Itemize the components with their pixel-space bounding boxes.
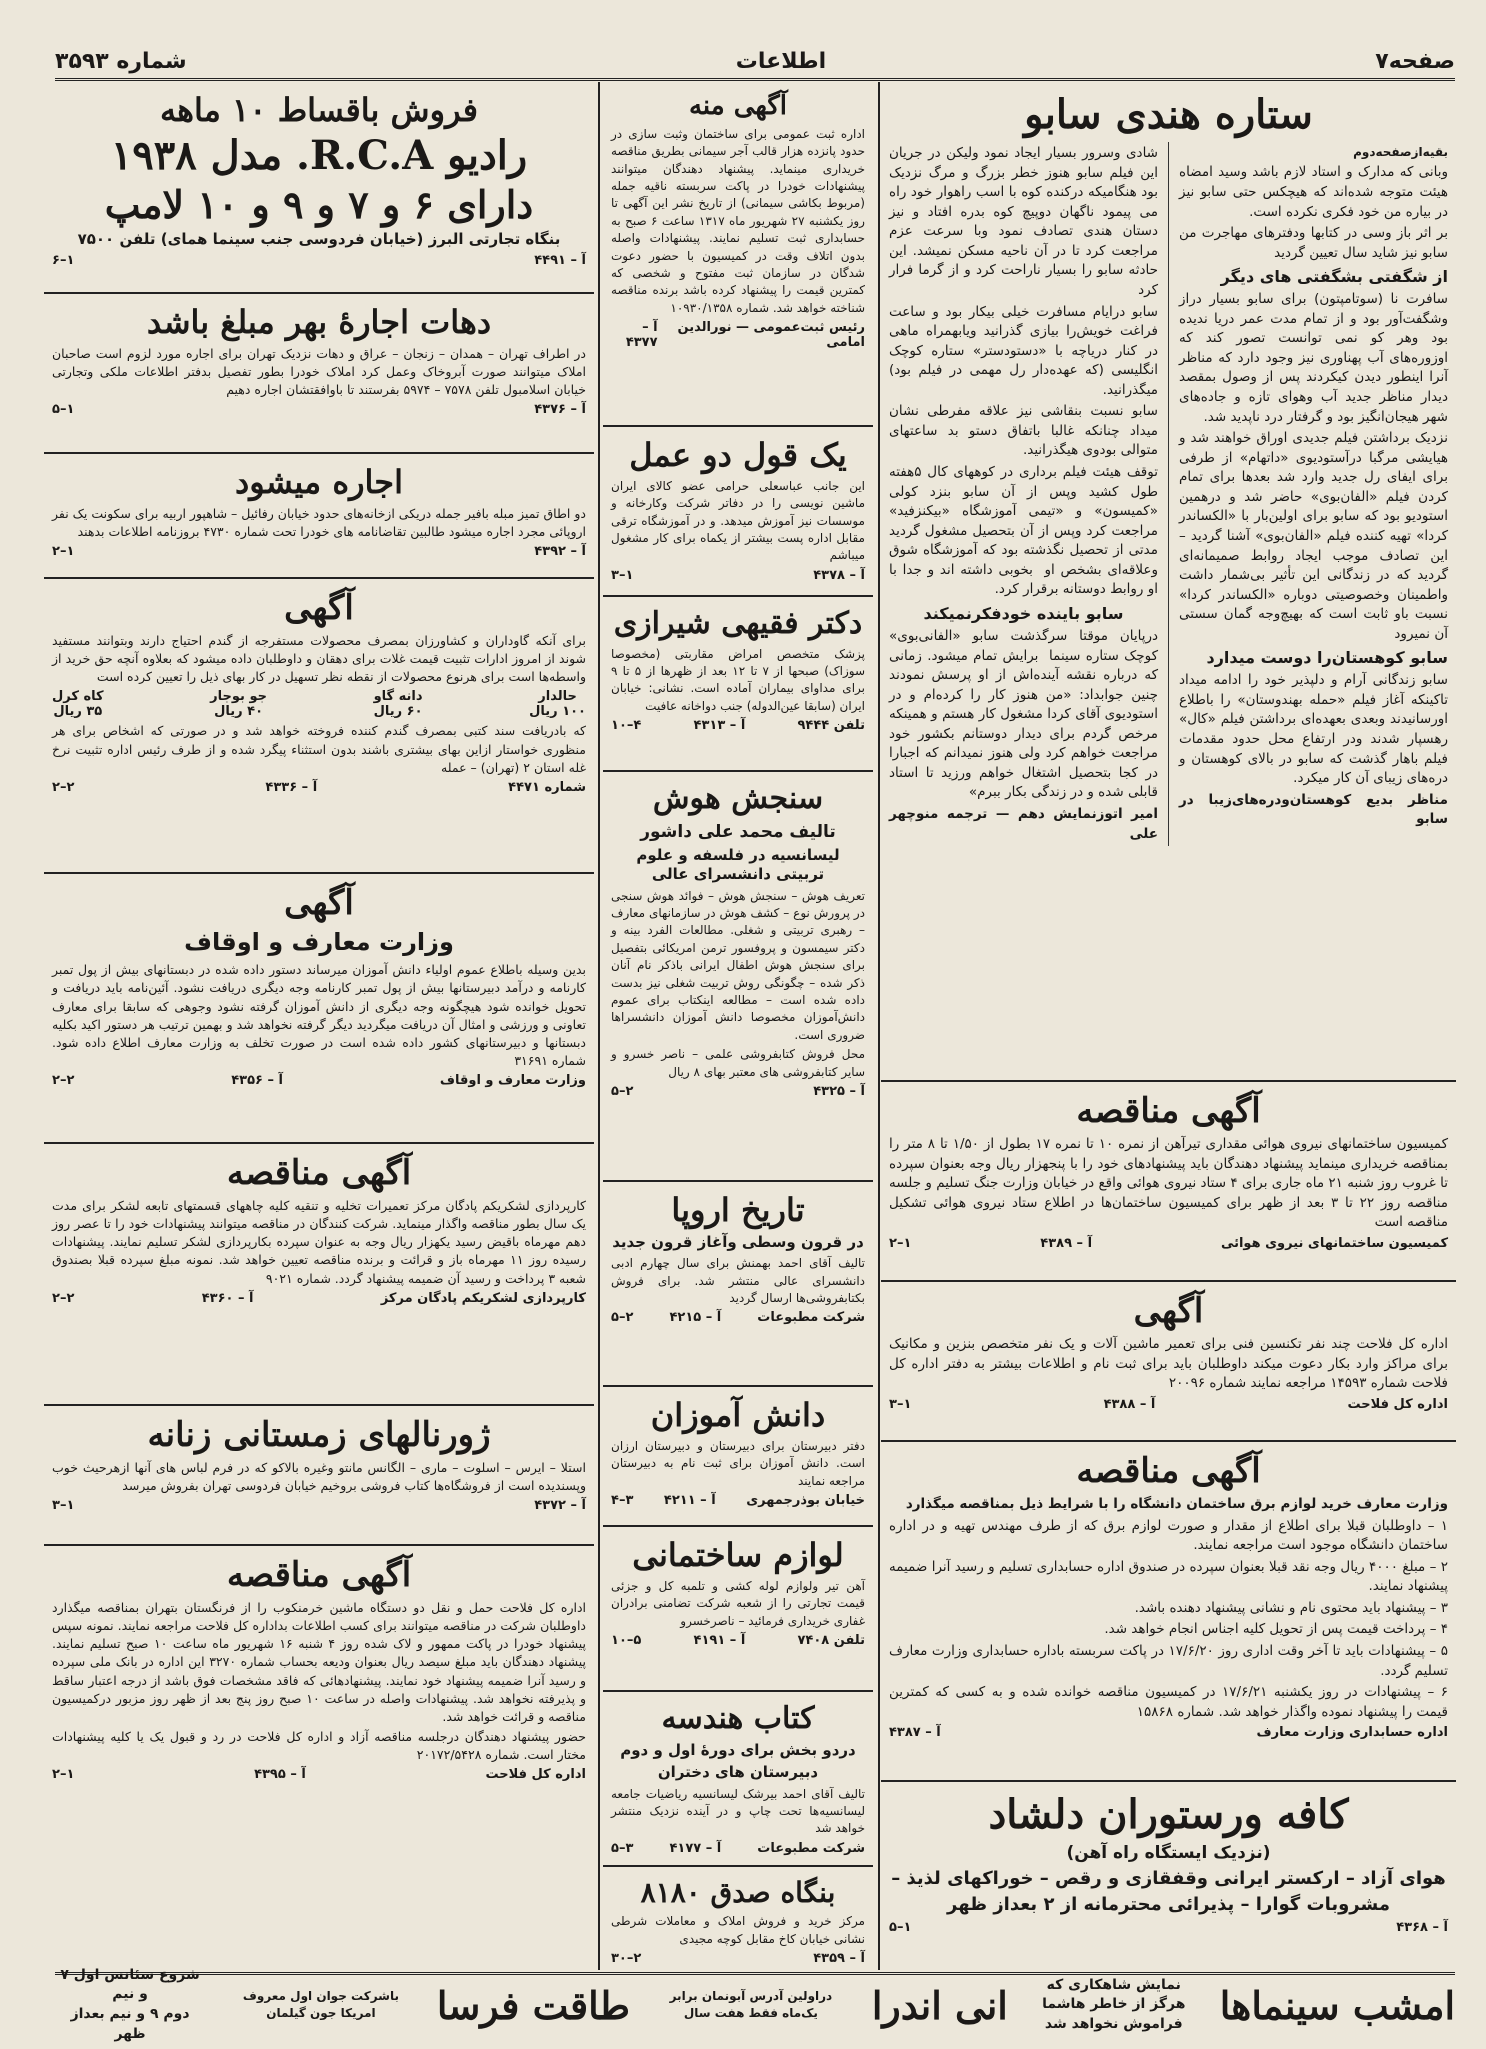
ad-signature: کارپردازی لشکریکم پادگان مرکز	[380, 1290, 586, 1306]
ad-title: دهات اجاره‌ٔ بهر مبلغ باشد	[146, 303, 492, 341]
ad-footer	[52, 253, 586, 268]
price-item	[374, 689, 423, 719]
paragraph: سابو زندگانی آرام و‌ دلپذیر خود را ادامه میداد تاکینکه آغاز فیلم «حمله بهندوستان» را باطلاع اورسانیدند وبعدی بعهده‌ای برداشتن فیلم «کال» رهسپار شدند ودر ارتفاع محل حدود مقدمات فیلم باهار گذشت که سابو در بالای کوهستان و‌ دره‌های زیبای آن کار میکرد.	[1179, 672, 1448, 787]
ad-title: آگهی	[284, 883, 354, 923]
ad-run-number: ۱–۶	[52, 252, 75, 268]
subheading: سابو کوهستان‌را دوست میدارد	[1206, 648, 1448, 668]
ad-title: آگهی مناقصه	[1076, 1451, 1261, 1491]
paragraph: سابو نسبت بنقاشی نیز علاقه مفرطی نشان میداد چنانکه غالبا باتفاق دستو‌ بد ساعتهای متوالی بودوی هیگذرانید.	[889, 403, 1158, 459]
ad-title: سنجش هوش	[652, 781, 824, 816]
ad-footer	[611, 1841, 865, 1856]
ad-subtitle: وزارت معارف و اوقاف	[184, 928, 454, 957]
price-item	[52, 689, 104, 719]
ad-fashion-magazines	[44, 1406, 594, 1546]
ad-book-europe	[603, 1182, 873, 1387]
film-title: انی اندرا	[871, 1982, 1008, 2028]
ad-code: آ – ۴۴۹۱	[534, 252, 586, 268]
ad-footer	[52, 780, 586, 795]
ad-real-estate	[603, 1867, 873, 1967]
ad-line: هوای آزاد – ارکستر ایرانی وقفقازی و رقص – خوراکهای لذیذ –	[891, 1868, 1446, 1890]
page-number: صفحه۷	[1375, 48, 1455, 74]
price-label: دانه گاو	[373, 689, 423, 705]
ad-address: بنگاه تجارتی البرز (خیابان فردوسی جنب سینما همای) تلفن ۷۵۰۰	[77, 230, 561, 249]
film-note: باشرکت جوان اول معروف امریکا جون گیلمان	[242, 1989, 399, 2020]
ad-code: آ – ۴۱۹۱	[693, 1632, 746, 1648]
ad-title: آگهی مناقصه	[226, 1555, 412, 1595]
paragraph: درپایان موقتا سرگذشت سابو «الفانی‌بوی» کوچک ستاره سینما ‌ برایش‌ تمام میشود. زمانی که درباره نقشه آینده‌اش از او پرسش نمودند چنین جوابداد: «من هنوز کار را کرده‌ام و در استودیوی آقای کردا مشغول کار هستم و همینکه مرخص گردم برای دیدار دوستانم بکشور خود مراجعت خواهم کرد ولی هنوز نمیدانم که اجبارا در کجا بتحصیل اشتغال خواهم ورزید تا استاد قابلی شده و‌ در زندگی بکار ببرم»	[889, 627, 1158, 801]
price-label: جو بوجار	[210, 689, 267, 705]
film-note: دراولین آدرس آبونمان برابر یک‌ماه فقط‌ هفت سال	[669, 1989, 833, 2020]
ad-body: این جانب عباسعلی حرامی‌ عضو کالای ایران ماشین نویسی را در دفاتر شرکت وکارخانه و موسسات نیز آموزش میدهد. و در آموزشگاه ترقی‌ مقابل اداره پست بیشتر از یکماه برای کار مشغول میباشم	[611, 478, 865, 563]
ad-footer	[611, 718, 865, 733]
ad-body: اداره کل فلاحت چند نفر تکنسین فنی برای تعمیر ماشین آلات و یک نفر متخصص بنزین و‌ مکانیک برای مراکز وارد بکار دعوت میکند داوطلبان باید برای ثبت نام و اطلاعات بیشتر به دفتر اداره کل فلاحت شماره ۱۴۵۹۳ مراجعه نمایند شماره ۲۰۰۹۶	[889, 1336, 1448, 1392]
ad-body: تالیف آقای احمد بیرشک لیسانسیه ریاضیات جامعه لیسانسیه‌ها تحت چاپ و در آینده نزدیک منتشر خواهد شد	[611, 1786, 865, 1836]
ad-book-geometry	[603, 1692, 873, 1867]
ad-signature: رئیس ثبت‌عمومی — نورالدین امامی	[677, 320, 865, 351]
ad-body: برای آنکه گاوداران و کشاورزان بمصرف محصولات مستفرجه از گندم احتیاج دارند وبتوانند مستفید شوند از امروز ادارات تثبیت قیمت غلات برای دهقان و داوطلبان داده میشود که بعلاوه آنچه حق خرید از واسطه‌ها است برای هرنوع محصولات از نقطه نظر تسهیل در کار بهای ذیل را تعیین کرده است	[52, 633, 586, 685]
price-label: کاه کرل	[52, 689, 104, 705]
ad-item: ۴ – پرداخت قیمت پس از تحویل کلیه اجناس انجام خواهد شد.	[1104, 1621, 1448, 1638]
ad-code: آ – ۴۳۸۷	[889, 1725, 941, 1741]
ad-reference: شماره ۴۴۷۱	[508, 779, 586, 795]
ad-title: آگهی	[284, 588, 354, 628]
price-table	[52, 689, 586, 719]
ad-tender-harvester	[44, 1546, 594, 1866]
ad-body: کارپردازی لشکریکم پادگان مرکز تعمیرات تخلیه و‌ تنقیه کلیه چاههای قسمتهای تابعه لشکر برای مدت یک سال بطور مناقصه واگذار مینماید. شرکت کنندگان در مناقصه میتوانند پیشنهادات خود را تا عصر روز دهم مهرماه باقیض رسید یکهزار ریال وجه به عنوان سپرده بکارپردازی لشکر تسلیم نمایند. پیشنهادات رسیده روز ۱۱ مهرماه باز و قرائت و برنده مناقصه تعیین خواهد شد. نمونه مبلغ سپرده قبلا بصندوق شعبه ۳ پرداخت و‌ رسید آن ضمیمه پیشنهاد گردد. شماره ۹۰۲۱	[52, 1198, 586, 1286]
ad-body: محل فروش کتابفروشی علمی – ناصر خسرو و سایر کتابفروشی های معتبر بهای ۸ ریال	[611, 1047, 865, 1079]
paragraph: سافرت نا (سوتامپتون) برای سابو بسیار دراز وشگفت‌آور بود‌ و از تمام مدت عمر دریا ندیده بود وهر کو نمی توانست تصور کند که اوزوره‌های آب پهناوری نیز وجود دارد که مناظر آنرا اینطور دیدن کیکردند پس از وصول بمقصد دیدار مناظر جدید آب‌ و‌هوای تازه و جاده‌های شهر هیجان‌انگیز بود و گرفتار درد ناپدید شد.	[1179, 291, 1448, 425]
ad-students	[603, 1387, 873, 1527]
ad-registry	[603, 82, 873, 427]
ad-signature: کمیسیون ساختمانهای نیروی هوائی	[1220, 1235, 1448, 1251]
article-signature: امیر‌ اتوزنمایش‌ دهم — ترجمه منوچهر علی	[889, 806, 1158, 842]
ad-grain-prices	[44, 579, 594, 874]
ad-body: مرکز خرید و فروش املاک و معاملات شرطی نشانی خیابان کاخ مقابل کوچه مجیدی	[611, 1914, 865, 1946]
ad-tender-education	[881, 1442, 1456, 1782]
article-sabu	[881, 82, 1456, 1082]
price-value: ۶۰ ریال	[373, 704, 423, 720]
ad-code: آ – ۴۳۷۶	[534, 402, 586, 418]
ad-run-number: ۱–۵	[52, 402, 75, 418]
ad-title: دکتر فقیهی شیرازی	[613, 606, 863, 641]
ad-item: ۳ – پیشنهاد باید محتوی نام‌ و نشانی پیشنهاد دهنده باشد.	[1134, 1599, 1448, 1616]
cinema-banner	[55, 1966, 1455, 2042]
ad-body: پزشک متخصص امراض مقاربتی (مخصوصا سوزاک) صبحها از ۷ تا ۱۲ بعد از ظهرها از ۵ تا ۹ برای مداوای بیماران آماده است. نشانی: خیابان ایران (سابقا عین‌الدوله) جنب دواخانه عافیت	[611, 646, 866, 713]
ad-run-number: ۳–۴	[611, 1492, 634, 1508]
ad-title: کتاب هندسه	[661, 1701, 815, 1736]
ad-title: فروش باقساط ۱۰ ماهه	[159, 91, 479, 129]
ad-code: آ – ۴۳۵۹	[813, 1950, 865, 1966]
ad-title: بنگاه صدق ۸۱۸۰	[640, 1876, 836, 1909]
ad-body: که بادریافت سند کتبی بمصرف گندم کننده فروخته خواهد شد و در صورتی که اشخاص برای هر منظوری خواستار ازاین بهای بیشتری باشند بدون استثناء پیگرد شده و‌ از طرف رئیس اداره تثبیت نرخ غله استان ۲ (تهران) – عمله	[52, 723, 586, 775]
continued-note: بقیه‌ازصفحه‌دوم	[1353, 145, 1448, 159]
ad-body: دو اطاق تمیز مبله بافیر جمله دریکی ازخانه‌های حدود خیابان رفائیل – شاهپور اربیه برای سکونت یک نفر اروپائی مجرد اجاره میشود طالبین تقاضانامه های خودرا تحت شماره ۴۷۳۰ بروزنامه اطلاعات بدهند	[52, 505, 586, 539]
ad-run-number: ۳–۵	[611, 1840, 634, 1856]
ad-run-number: ۲–۲	[52, 779, 75, 795]
ad-subtitle: دبیرستان های دختران	[657, 1763, 819, 1781]
ad-radio-rca	[44, 82, 594, 294]
article-col-a	[1179, 142, 1448, 846]
ad-footer	[889, 1236, 1448, 1251]
ad-code: آ – ۴۳۸۹	[1040, 1235, 1093, 1251]
ad-body: در اطراف تهران – همدان – زنجان – عراق و دهات نزدیک تهران برای اجاره مورد لزوم است صاحبان املاک میتوانند صورت آبروخاک وعمل کرد املاک خودرا بطور تفصیل بدفتر اطلاعات ملکی وتجارتی خیابان اسلامبول تلفن ۷۵۷۸ – ۵۹۷۴ بفرستند تا باوافقتشان اجاره دهیم	[52, 345, 586, 398]
column-divider	[598, 82, 600, 1970]
ad-footer	[611, 1310, 865, 1325]
ad-item: ۵ – پیشنهادات باید تا آخر وقت اداری روز ۱۷/۶/۲۰ در پاکت سربسته باداره حسابداری وزارت معارف تسلیم گردد.	[889, 1643, 1448, 1679]
paragraph: توقف هیئت فیلم برداری در کوههای کال ۵هفته طول کشید وپس از آن سابو بنزد کولی «کمیسون» و «تیمی آموزشگاه «بیکنزفید» مراجعت کرد وپس از آن بتحصیل مشغول گردید مدتی از تحصیل نگذشته بود که آموزشگاه شوق و‌علاقه‌ای بشخص او ‌ بخوبی داشته اند‌ و جدا با او روابط دوستانه برقرار کرد.	[889, 464, 1158, 598]
ad-title: دانش آموزان	[650, 1396, 826, 1434]
price-item	[210, 689, 267, 719]
ad-run-number: ۲–۲	[52, 1290, 75, 1306]
ad-run-number: ۴–۱۰	[611, 718, 642, 734]
middle-column	[603, 82, 873, 1967]
ad-footer	[611, 1633, 865, 1648]
ad-code: آ – ۴۳۹۵	[254, 1767, 306, 1783]
ad-villages-lease	[44, 294, 594, 454]
ad-footer	[611, 320, 865, 350]
ad-title: کافه ورستوران دلشاد	[988, 1791, 1349, 1838]
subheading: سابو باینده خودفکرنمیکند	[923, 603, 1124, 623]
ad-footer	[52, 1767, 586, 1782]
ad-subtitle: لیسانسیه در فلسفه و علوم تربیتی دانشسرای عالی	[636, 845, 840, 884]
ad-code: آ – ۴۲۱۱	[663, 1492, 716, 1508]
ad-signature: اداره کل فلاحت	[1347, 1396, 1448, 1412]
ad-signature: اداره حسابداری وزارت معارف	[1256, 1725, 1448, 1741]
ad-title: تاریخ اروپا	[671, 1191, 805, 1229]
paragraph: شادی وسرور بسیار ایجاد نمود ولیکن در جریان این فیلم سابو هنوز خطر بزرگ‌ و مرگ نزدیک بود هنگامیکه درکنده کوه با اسب راهوار خود راه می پیمود ناگهان دوپیچ کوه بدره افتاد‌ و نیز دستان هندی تصادف نمود وبا سرعت عزم مراجعت کرد تا در آن ناحیه مسکن نمیشد. این حادثه سابو را بسیار ناراحت کرد و از گرما فرار کرد	[889, 145, 1158, 298]
ad-run-number: ۱–۵	[889, 1919, 912, 1935]
ad-subtitle: (نزدیک ایستگاه راه آهن)	[1066, 1843, 1271, 1863]
ad-footer	[52, 1073, 586, 1088]
ad-title: اجاره میشود	[235, 463, 403, 501]
ad-footer	[889, 1920, 1448, 1935]
ad-footer	[52, 402, 586, 417]
ad-tender-army	[44, 1144, 594, 1406]
right-column	[881, 82, 1456, 1962]
film-title: طاقت فرسا	[436, 1982, 630, 2028]
ad-title: آگهی مناقصه	[1076, 1091, 1261, 1131]
ad-run-number: ۲–۵	[611, 1310, 634, 1326]
ad-run-number: ۱–۳	[52, 1498, 75, 1514]
ad-footer	[611, 1951, 865, 1966]
ad-phone: تلفن ۹۴۴۴	[797, 718, 865, 734]
ad-code: آ – ۴۱۷۷	[669, 1840, 722, 1856]
ad-code: آ – ۴۳۶۰	[201, 1290, 254, 1306]
paragraph: وبانی که مدارک و استاد لازم باشد وسید امضاه هیئت متوجه شده‌اند که هیچکس حتی سابو نیز در بیاره من خود فکری نکرده است.	[1179, 164, 1448, 220]
ad-title: آگهی منه	[688, 91, 788, 121]
price-value: ۳۵ ریال	[53, 704, 103, 720]
ad-title: یک قول دو عمل	[629, 436, 847, 474]
ad-run-number: ۲–۲	[52, 1073, 75, 1089]
issue-number: شماره ۳۵۹۳	[55, 48, 187, 74]
ad-phone: تلفن ۷۴۰۸	[797, 1632, 865, 1648]
price-item	[529, 689, 586, 719]
ad-title: آگهی مناقصه	[226, 1153, 412, 1193]
ad-code: آ – ۴۳۵۶	[231, 1073, 284, 1089]
ad-run-number: ۱–۲	[52, 544, 75, 560]
ad-code: آ – ۴۳۳۶	[265, 779, 318, 795]
showtimes	[55, 1966, 205, 2044]
price-value: ۱۰۰ ریال	[529, 704, 586, 720]
ad-code: آ – ۴۳۷۸	[813, 567, 865, 583]
ad-book-intelligence	[603, 772, 873, 1182]
page-header	[55, 44, 1455, 81]
ad-item: ۲ – مبلغ ۴۰۰۰ ریال وجه نقد قبلا بعنوان سپرده در صندوق اداره حسابداری تسلیم و‌ رسید آنرا ضمیمه پیشنهاد نمایند.	[889, 1558, 1448, 1595]
price-value: ۴۰ ریال	[214, 704, 264, 720]
ad-intro: وزارت معارف خرید لوازم برق ساختمان دانشگاه را با شرایط ذیل بمناقصه میگذارد	[905, 1496, 1448, 1513]
ad-title: رادیو R.C.A. مدل ۱۹۳۸	[110, 131, 528, 179]
ad-title: لوازم ساختمانی	[632, 1536, 844, 1574]
paragraph: بر اثر باز وسی در کتابها ودفترهای مهاجرت من سابو نیز شاید سال تعیین گردید	[1179, 225, 1448, 261]
ad-doctor	[603, 597, 873, 772]
ad-body: اداره ثبت عمومی برای ساختمان وثبت سازی در حدود پانزده هزار قالب آجر سیمانی بطریق مناقصه خریداری مینماید. پیشنهاد دهندگان میتوانند پیشنهادات خودرا در پاکت سربسته ناقیه جمله (مربوط بکاشی سیمانی) از تاریخ نشر این آگهی تا روز یکشنبه ۲۷ شهریور ماه ۱۳۱۷ ساعت ۶ صبح به حسابداری ثبت تسلیم نمایند. پیشنهادات واصله بدون اتلاف وقت در کمیسیون با حضور دعوت شدگان در سازمان ثبت مفتوح و شخصی که کمترین قیمت را پیشنهاد کرده باشد برنده مناقصه شناخته خواهد شد. شماره ۱۰۹۳۰/۱۳۵۸	[611, 126, 865, 315]
ad-signature: وزارت معارف و اوقاف	[439, 1073, 586, 1089]
ad-footer	[611, 568, 865, 583]
banner-title: امشب سینماها	[1219, 1982, 1455, 2028]
ad-run-number: ۲–۵	[611, 1083, 634, 1099]
ad-footer	[52, 544, 586, 559]
ad-cafe-delshad	[881, 1782, 1456, 1962]
ad-footer	[889, 1397, 1448, 1412]
showtime: شروع سئانس اول ۷ و نیم	[60, 1966, 200, 2003]
ad-signature: شرکت مطبوعات	[757, 1840, 865, 1856]
ad-body: دفتر دبیرستان برای دبیرستان و دبیرستان ارزان است. دانش آموزان برای ثبت نام به دبیرستان مراجعه نمایند	[611, 1438, 865, 1488]
ad-run-number: ۵–۱۰	[611, 1632, 642, 1648]
ad-title: ژورنالهای زمستانی زنانه	[147, 1415, 491, 1455]
ad-line: مشروبات گوارا – پذیرائی محترمانه از ۲ بعداز ظهر	[947, 1894, 1390, 1916]
ad-footer	[52, 1291, 586, 1306]
subheading: از شگفتی بشگفتی های دیگر	[1220, 267, 1448, 287]
ad-body: حضور پیشنهاد دهندگان درجلسه مناقصه آزاد و‌ اداره کل فلاحت در رد و قبول یک یا کلیه پیشنهادات مختار است. شماره ۲۰۱۷۲/۵۴۲۸	[52, 1728, 586, 1763]
ad-signature: شرکت مطبوعات	[757, 1310, 865, 1326]
ad-run-number: ۱–۳	[611, 567, 634, 583]
ad-building-supplies	[603, 1527, 873, 1692]
ad-body: اداره کل فلاحت حمل و‌ نقل دو دستگاه ماشین خرمنکوب را از فرنگستان بتهران بمناقصه میگذارد داوطلبان شرکت در مناقصه میتوانند برای کسب اطلاعات بداداره کل فلاحت مراجعه نمایند. نمونه سپس پیشنهاد خودرا در پاکت ممهور و لاک شده روز ۴ شنبه ۱۶ شهریور ماه ساعت ۱۰ صبح تسلیم نمایند. پیشنهاد دهندگان باید مبلغ سیصد ریال بعنوان ودیعه بحساب شماره ۳۲۷۰ این اداره در بانک ملی سپرده و‌ رسید آنرا ضمیمه پیشنهاد خود نمایند. پیشنهادهائی که فاقد مشخصات فوق باشد از درجه اعتبار ساقط و‌ پذیرفته نخواهد شد. پیشنهادات واصله در ساعت ۱۰ صبح روز پنج بعد از ظهر روز مزبور درکمیسیون مناقصه و‌ قرائت خواهد شد.	[52, 1600, 586, 1724]
column-divider	[878, 82, 880, 1970]
ad-body: تالیف آقای احمد بهمنش برای سال چهارم ادبی دانشسرای عالی منتشر شد. برای فروش بکتابفروشی‌ها ارسال گردید	[611, 1256, 865, 1306]
ad-body: بدین وسیله باطلاع عموم اولیاء دانش آموزان میرساند دستور داده شده در دبستانهای بیش از پول تمبر کارنامه و درآمد دبیرستانها بیش از پول تمبر کارنامه وجه دیگری دریافت نشود. آئین‌نامه باید دریافت و تحویل خوانده شود هیچگونه وجه دیگری از دانش آموزان گرفته نشود وجوهی که سابقا برای معارف تعاونی و ورزشی و امثال آن دریافت میگردید دیگر گرفته نخواهد شد و بهمین ترتیب هر دستور اکید بکلیه دبستانها و‌ دبیرستانهای کشور داده شده است در صورت تخلف به وزارت معارف اطلاع داده شود. شماره ۳۱۶۹۱	[52, 962, 586, 1068]
paragraph: نزدیک برداشتن فیلم جدیدی اوراق خواهند شد و هیایشی مرگبا درآستودیوی «داتهام» از طرفی برای ایفای رل جدید وارد شد بعدها برای تمام کردن فیلم «الفان‌بوی» حاضر شد و درهمین استودیو بود که سابو برای اولین‌بار با «الکساندر کردا» تهیه کننده فیلم «الفان‌بوی» آشنا گردید – این تصادف موجب ایجاد روابط صمیمانه‌ای گردید که در زندگانی این تأثیر بی‌شمار داشت واطمینان وخصوصیتی دوباره «الکساندر کردا» نسبت باو‌ ثابت است که بهیچ‌وجه گمان سستی آن نمیرود	[1179, 430, 1448, 642]
ad-footer	[52, 1498, 586, 1513]
divider	[1168, 142, 1169, 846]
ad-run-number: ۱–۲	[52, 1767, 75, 1783]
ad-code: آ – ۴۳۹۲	[534, 544, 586, 560]
ad-code: آ – ۴۳۱۳	[693, 718, 746, 734]
ad-footer	[889, 1725, 1448, 1740]
ad-code: آ – ۴۳۲۵	[813, 1083, 865, 1099]
ad-body: کمیسیون ساختمانهای نیروی هوائی مقداری تیرآهن از نمره ۱۰ تا نمره ۱۷ بطول از ۱/۵۰ تا ۸ متر را بمناقصه خریداری مینماید پیشنهاد دهندگان باید پیشنهادهای خود را با پنجهزار ریال وجه بعنوان سپرده تا غروب روز شنبه ۲۱ ماه جاری برای ۴ ستاد نیروی هوائی واقع در خیابان وزارت جنگ تسلیم و‌ جلسه مناقصه روز ۲۲ تا ۳ بعد از ظهر برای کمیسیون ساختمان‌ها در اطلاع ستاد نیروی هوائی تشکیل مناقصه است	[889, 1136, 1448, 1231]
ad-code: آ – ۴۳۷۷	[625, 320, 658, 351]
ad-signature: خیابان بوذرجمهری	[746, 1492, 865, 1508]
article-title: ستاره هندی سابو	[1024, 91, 1313, 138]
newspaper-name: اطلاعات	[735, 48, 827, 74]
ad-subtitle: تالیف محمد علی داشور	[640, 821, 836, 842]
ad-tender-airforce	[881, 1082, 1456, 1282]
ad-body: تعریف هوش – سنجش هوش – فوائد هوش سنجی در پرورش نوع – کشف هوش در سازمانهای معارف – رهبری تربیتی و شغلی. مطالعات الفرد بینه و‌ دکتر سیمسون و پروفسور ترمن امریکائی بتفصیل برای سنجش هوش اطفال ایرانی باذکر نام آنان ذکر شده – چگونگی روش تربیت شغلی نیز بدست داده شده است – مطالعه اینکتاب برای عموم دانش‌آموزان مخصوصا دانش آموزان دانشسراها ضروری است.	[611, 888, 865, 1042]
ad-code: آ – ۴۲۱۵	[669, 1310, 722, 1326]
banner-note: نمایش شاهکاری که هرگز از خاطر هاشما فراموش نخواهد شد	[1042, 1976, 1186, 2032]
article-col-b	[889, 142, 1158, 846]
price-label: حالدار	[538, 689, 577, 705]
ad-run-number: ۱–۲	[889, 1235, 912, 1251]
ad-typing	[603, 427, 873, 597]
ad-item: ۶ – پیشنهادات در روز یکشنبه ۱۷/۶/۲۱ در کمیسیون مناقصه خوانده شده و به کسی که کمترین قیمت را پیشنهاد نموده واگذار خواهد شد. شماره ۱۵۸۶۸	[889, 1684, 1449, 1720]
ad-subtitle: دردو بخش برای دورهٔ اول و دوم	[620, 1740, 856, 1759]
ad-run-number: ۱–۳	[889, 1396, 912, 1412]
ad-code: آ – ۴۳۷۲	[534, 1498, 586, 1514]
ad-item: ۱ – داوطلبان قبلا برای اطلاع از مقدار و صورت لوازم برق که از طرف مهندس تهیه و در اداره ساختمان دانشگاه موجود است مراجعه نمایند.	[889, 1517, 1448, 1554]
ad-body: استلا – ایرس – اسلوت – ماری – الگانس مانتو وغیره بالاکو که در فرم لباس های آنها ازهرحیث خوب وپسندیده است از فروشگاه‌ها کتاب فروشی بروخیم خیابان فردوسی تهران بفروش میرسد	[52, 1460, 586, 1494]
ad-code: آ – ۴۳۸۸	[1103, 1396, 1156, 1412]
ad-code: آ – ۴۳۶۸	[1396, 1919, 1448, 1935]
ad-title: آگهی	[1133, 1291, 1204, 1331]
ad-subtitle: در قرون وسطی وآغاز قرون جدید	[612, 1232, 864, 1251]
ad-title: دارای ۶ و ۷ و ۹ و ۱۰ لامپ	[104, 181, 534, 227]
paragraph: مناظر بدیع کوهستان‌و‌دره‌های‌زیبا در سابو	[1179, 791, 1448, 828]
ad-body: آهن تیر ولوازم لوله کشی و تلمبه کل و‌ جزئی قیمت تجارتی را از شعبه شرکت تضامنی برادران غفاری خریداری فرمائید – ناصرخسرو	[611, 1578, 865, 1628]
ad-run-number: ۲–۳۰	[611, 1950, 642, 1966]
showtime: دوم ۹ و نیم بعداز ظهر	[70, 2006, 190, 2042]
ad-notice-agriculture	[881, 1282, 1456, 1442]
left-column	[44, 82, 594, 1866]
ad-signature: اداره کل فلاحت	[485, 1767, 586, 1783]
ad-footer	[611, 1493, 865, 1508]
ad-footer	[611, 1084, 865, 1099]
ad-rent	[44, 454, 594, 579]
ad-ministry-education	[44, 874, 594, 1144]
paragraph: سابو درایام مسافرت خیلی بیکار بود و ساعت فراغت خویش‌را بیازی گذرانید ویابهمراه ماهی در کنار دریاچه با «دستو‌دستر» ستاره کوچک انگلیسی (که عهده‌دار رل مهمی در فیلم بود) میگذرانید.	[889, 303, 1158, 398]
